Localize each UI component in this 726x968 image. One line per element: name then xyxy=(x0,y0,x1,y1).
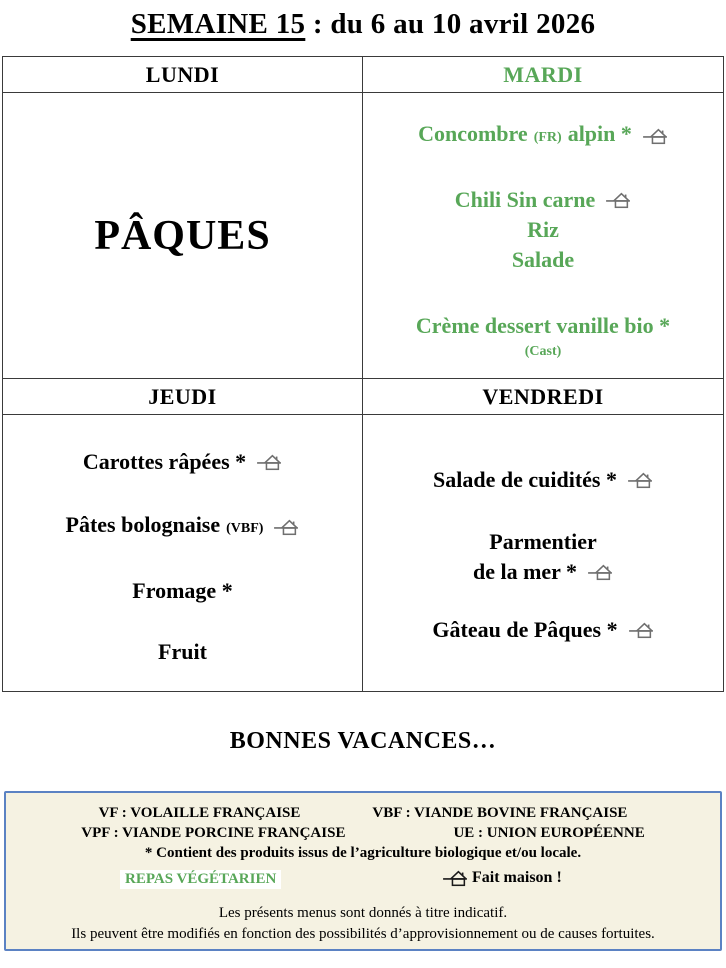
date-range: : du 6 au 10 avril 2026 xyxy=(305,8,596,40)
fait-maison-badge xyxy=(442,869,562,887)
menu-table xyxy=(2,56,724,692)
disclaimer-line-1: Les présents menus sont donnés à titre indicatif. xyxy=(218,905,508,921)
menu-item-dessert xyxy=(363,615,723,645)
menu-item-main-cont xyxy=(363,557,723,587)
day-header-lundi xyxy=(3,57,363,93)
bio-note: * Contient des produits issus de l’agriculture biologique et/ou locale. xyxy=(144,845,582,861)
dish-name: Pâtes bolognaise xyxy=(65,512,221,537)
fait-maison-icon xyxy=(587,564,613,581)
day-label: MARDI xyxy=(503,61,583,87)
day-label: JEUDI xyxy=(148,383,217,409)
day-label: VENDREDI xyxy=(482,383,604,409)
dish-name: Fruit xyxy=(158,639,207,664)
dish-name: Fromage * xyxy=(132,578,233,603)
dish-name: Concombre xyxy=(418,121,528,146)
dish-name: Parmentier xyxy=(489,529,597,554)
origin-label: (VBF) xyxy=(226,521,264,536)
legend-vf: VF : VOLAILLE FRANÇAISE xyxy=(98,805,301,821)
menu-item-starter xyxy=(363,119,723,153)
origin-line xyxy=(363,341,723,363)
fait-maison-icon xyxy=(442,870,468,887)
day-header-vendredi xyxy=(363,379,723,415)
menu-item-dessert xyxy=(363,311,723,341)
fait-maison-icon xyxy=(256,454,282,471)
friday-cell xyxy=(363,415,723,691)
origin-label: (FR) xyxy=(533,130,562,145)
menu-item-starter xyxy=(363,465,723,495)
fait-maison-icon xyxy=(273,519,299,536)
closing-message: BONNES VACANCES… xyxy=(229,728,497,754)
badges-row xyxy=(14,867,712,897)
thursday-cell xyxy=(3,415,363,691)
dish-name: Gâteau de Pâques * xyxy=(432,617,618,642)
dish-name: de la mer * xyxy=(472,559,578,584)
menu-item-main xyxy=(363,527,723,557)
day-label: LUNDI xyxy=(145,61,220,87)
legend-box xyxy=(4,791,722,951)
page-title xyxy=(0,0,726,56)
legend-ue: UE : UNION EUROPÉENNE xyxy=(453,825,645,841)
day-header-jeudi xyxy=(3,379,363,415)
tuesday-cell xyxy=(363,93,723,379)
legend-line-1 xyxy=(14,803,712,823)
fait-maison-icon xyxy=(628,622,654,639)
menu-item-main xyxy=(3,510,362,544)
menu-item-cheese xyxy=(3,576,362,606)
dish-name: Chili Sin carne xyxy=(454,187,596,212)
dish-name: Salade de cuidités * xyxy=(433,467,617,492)
week-label: SEMAINE 15 xyxy=(130,8,306,40)
fait-maison-icon xyxy=(627,472,653,489)
origin-label: (Cast) xyxy=(524,344,562,359)
legend-line-2 xyxy=(14,823,712,843)
legend-vbf: VBF : VIANDE BOVINE FRANÇAISE xyxy=(372,805,628,821)
monday-cell xyxy=(3,93,363,379)
legend-vpf: VPF : VIANDE PORCINE FRANÇAISE xyxy=(81,825,346,841)
fait-maison-icon xyxy=(605,192,631,209)
dish-name: Carottes râpées * xyxy=(82,449,247,474)
menu-item-dessert xyxy=(3,637,362,667)
dish-name: Crème dessert vanille bio * xyxy=(415,313,671,338)
menu-item-starter xyxy=(3,447,362,477)
dish-name: Riz xyxy=(527,217,559,242)
fait-maison-icon xyxy=(642,128,668,145)
dish-name: Salade xyxy=(511,247,575,272)
day-header-mardi xyxy=(363,57,723,93)
fait-maison-label: Fait maison ! xyxy=(472,869,562,886)
menu-item-side xyxy=(363,215,723,245)
holiday-label: PÂQUES xyxy=(94,212,271,259)
menu-item-side xyxy=(363,245,723,275)
vegetarian-badge: REPAS VÉGÉTARIEN xyxy=(120,870,281,889)
dish-name: alpin * xyxy=(567,121,632,146)
menu-item-main xyxy=(363,185,723,215)
disclaimer-line-2: Ils peuvent être modifiés en fonction des possibilités d’approvisionnement ou de causes fortuites. xyxy=(71,926,655,942)
